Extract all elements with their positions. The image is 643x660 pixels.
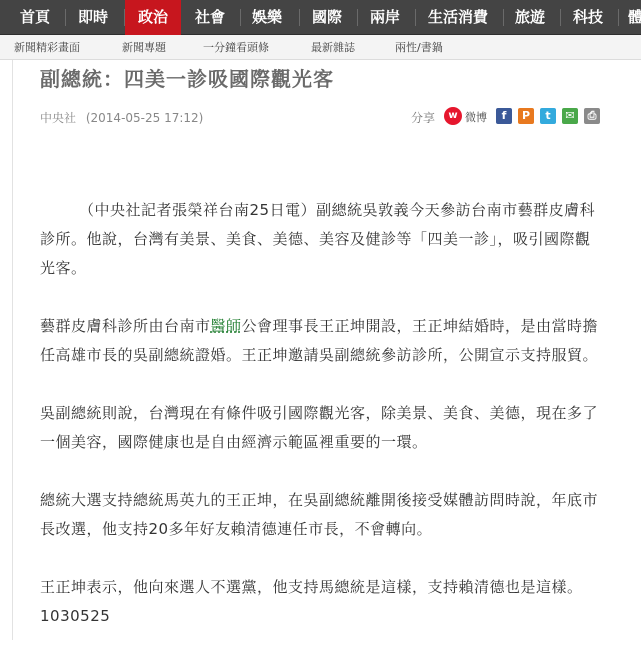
nav-divider	[299, 9, 300, 26]
nav-divider	[560, 9, 561, 26]
article-paragraph	[40, 196, 602, 283]
nav-divider	[357, 9, 358, 26]
nav-divider	[65, 9, 66, 26]
nav-item-travel[interactable]: 旅遊	[515, 8, 546, 26]
nav-item-politics[interactable]: 政治	[125, 0, 181, 35]
article-source: 中央社	[40, 111, 77, 125]
top-navigation-bar	[0, 0, 641, 35]
paragraph-text: 藝群皮膚科診所由台南市	[40, 317, 211, 335]
nav-item-sports[interactable]: 體	[628, 8, 643, 26]
nav-item-entertainment[interactable]: 娛樂	[252, 8, 283, 26]
article-paragraph	[40, 486, 602, 544]
paragraph-text: （中央社記者張榮祥台南25日電）副總統吳敦義今天參訪台南市藝群皮膚科診所。他說，台灣有美景、美食、美德、美容及健診等「四美一診」，吸引國際觀光客。	[40, 201, 596, 277]
paragraph-text: 總統大選支持總統馬英九的王正坤，在吳副總統離開後接受媒體訪問時說，年底市長改選，他支持20多年好友賴清德連任市長，不會轉向。	[40, 491, 599, 538]
article-meta	[40, 109, 203, 126]
article-paragraph	[40, 573, 602, 631]
paragraph-text: 吳副總統則說，台灣現在有條件吸引國際觀光客，除美景、美食、美德，現在多了一個美容，國際健康也是自由經濟示範區裡重要的一環。	[40, 404, 599, 451]
subnav-item-headlines[interactable]: 一分鐘看頭條	[203, 41, 269, 54]
email-icon[interactable]: ✉	[562, 108, 578, 124]
nav-item-technology[interactable]: 科技	[573, 8, 604, 26]
keyword-link[interactable]: 醫師	[210, 317, 242, 335]
secondary-navigation-bar	[0, 35, 641, 60]
subnav-item-topics[interactable]: 新聞專題	[122, 41, 166, 54]
facebook-icon[interactable]: f	[496, 108, 512, 124]
article-datetime: (2014-05-25 17:12)	[85, 111, 204, 125]
plurk-icon[interactable]: P	[518, 108, 534, 124]
subnav-item-highlights[interactable]: 新聞精彩畫面	[14, 41, 80, 54]
nav-item-cross-strait[interactable]: 兩岸	[370, 8, 401, 26]
twitter-icon[interactable]: t	[540, 108, 556, 124]
nav-divider	[503, 9, 504, 26]
content-left-border	[12, 60, 13, 640]
subnav-item-relationships[interactable]: 兩性/書鍋	[395, 41, 443, 54]
nav-divider	[618, 9, 619, 26]
article-title: 副總統：四美一診吸國際觀光客	[40, 67, 334, 91]
nav-item-lifestyle[interactable]: 生活消費	[428, 8, 489, 26]
nav-divider	[415, 9, 416, 26]
paragraph-text: 公會理事長王正坤開設，王正坤結婚時，是由當時擔任高雄市長的吳副總統證婚。王正坤邀請吳副總統參訪診所，公開宣示支持服貿。	[40, 317, 599, 364]
nav-item-home[interactable]: 首頁	[20, 8, 51, 26]
nav-item-society[interactable]: 社會	[195, 8, 226, 26]
subnav-item-magazine[interactable]: 最新雜誌	[311, 41, 355, 54]
share-label: 分享	[411, 111, 436, 125]
weibo-icon[interactable]: w	[444, 107, 462, 125]
nav-item-realtime[interactable]: 即時	[78, 8, 109, 26]
paragraph-text: 王正坤表示，他向來選人不選黨，他支持馬總統是這樣，支持賴清德也是這樣。1030525	[40, 578, 583, 625]
weibo-share-label[interactable]: 微博	[465, 111, 487, 124]
print-icon[interactable]: ⎙	[584, 108, 600, 124]
nav-divider	[240, 9, 241, 26]
article-paragraph	[40, 312, 602, 370]
article-body	[40, 196, 602, 660]
nav-item-international[interactable]: 國際	[312, 8, 343, 26]
article-paragraph	[40, 399, 602, 457]
